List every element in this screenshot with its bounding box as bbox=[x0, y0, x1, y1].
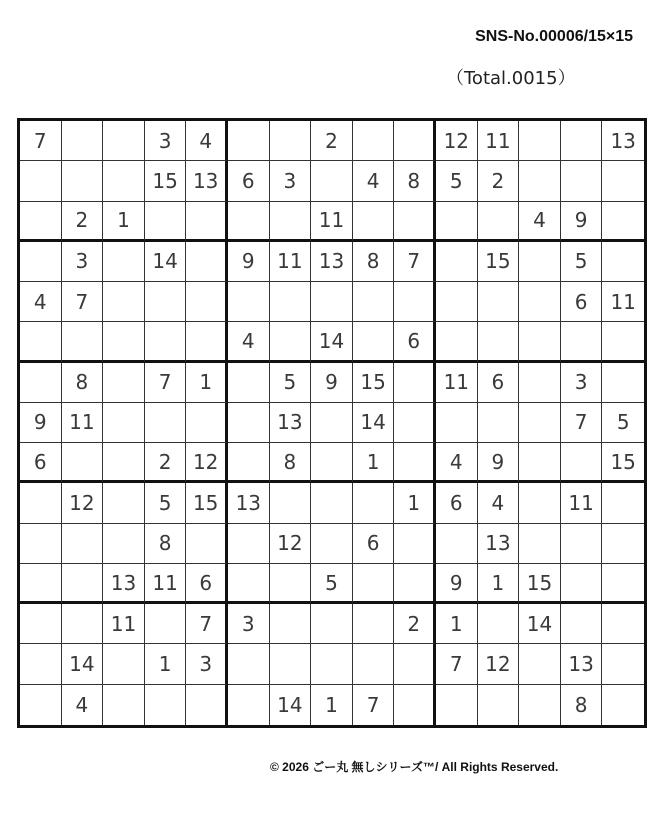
given-cell: 14 bbox=[519, 604, 561, 644]
empty-cell[interactable] bbox=[602, 161, 644, 201]
empty-cell[interactable] bbox=[311, 604, 353, 644]
empty-cell[interactable] bbox=[270, 322, 312, 362]
empty-cell[interactable] bbox=[394, 685, 436, 725]
empty-cell[interactable] bbox=[311, 443, 353, 483]
empty-cell[interactable] bbox=[353, 564, 395, 604]
empty-cell[interactable] bbox=[103, 685, 145, 725]
empty-cell[interactable] bbox=[228, 363, 270, 403]
given-cell: 12 bbox=[436, 121, 478, 161]
given-cell: 14 bbox=[311, 322, 353, 362]
given-cell: 5 bbox=[436, 161, 478, 201]
given-cell: 1 bbox=[478, 564, 520, 604]
given-cell: 6 bbox=[186, 564, 228, 604]
empty-cell[interactable] bbox=[478, 403, 520, 443]
empty-cell[interactable] bbox=[228, 403, 270, 443]
given-cell: 11 bbox=[62, 403, 104, 443]
empty-cell[interactable] bbox=[228, 685, 270, 725]
empty-cell[interactable] bbox=[353, 644, 395, 684]
given-cell: 15 bbox=[602, 443, 644, 483]
empty-cell[interactable] bbox=[62, 564, 104, 604]
empty-cell[interactable] bbox=[186, 202, 228, 242]
given-cell: 9 bbox=[478, 443, 520, 483]
given-cell: 6 bbox=[228, 161, 270, 201]
empty-cell[interactable] bbox=[394, 202, 436, 242]
empty-cell[interactable] bbox=[186, 685, 228, 725]
given-cell: 5 bbox=[561, 242, 603, 282]
empty-cell[interactable] bbox=[394, 524, 436, 564]
given-cell: 13 bbox=[478, 524, 520, 564]
empty-cell[interactable] bbox=[20, 363, 62, 403]
empty-cell[interactable] bbox=[311, 524, 353, 564]
given-cell: 2 bbox=[311, 121, 353, 161]
empty-cell[interactable] bbox=[602, 242, 644, 282]
empty-cell[interactable] bbox=[186, 403, 228, 443]
empty-cell[interactable] bbox=[20, 564, 62, 604]
empty-cell[interactable] bbox=[353, 322, 395, 362]
empty-cell[interactable] bbox=[20, 202, 62, 242]
empty-cell[interactable] bbox=[20, 161, 62, 201]
given-cell: 9 bbox=[561, 202, 603, 242]
given-cell: 4 bbox=[62, 685, 104, 725]
given-cell: 2 bbox=[394, 604, 436, 644]
empty-cell[interactable] bbox=[602, 524, 644, 564]
empty-cell[interactable] bbox=[519, 685, 561, 725]
empty-cell[interactable] bbox=[353, 282, 395, 322]
given-cell: 7 bbox=[353, 685, 395, 725]
given-cell: 4 bbox=[20, 282, 62, 322]
empty-cell[interactable] bbox=[353, 121, 395, 161]
empty-cell[interactable] bbox=[228, 121, 270, 161]
empty-cell[interactable] bbox=[478, 202, 520, 242]
empty-cell[interactable] bbox=[519, 363, 561, 403]
empty-cell[interactable] bbox=[103, 242, 145, 282]
given-cell: 8 bbox=[270, 443, 312, 483]
given-cell: 2 bbox=[62, 202, 104, 242]
puzzle-id-title: SNS-No.00006/15×15 bbox=[475, 28, 633, 45]
empty-cell[interactable] bbox=[561, 322, 603, 362]
given-cell: 3 bbox=[186, 644, 228, 684]
empty-cell[interactable] bbox=[311, 282, 353, 322]
empty-cell[interactable] bbox=[394, 564, 436, 604]
given-cell: 6 bbox=[20, 443, 62, 483]
empty-cell[interactable] bbox=[186, 282, 228, 322]
empty-cell[interactable] bbox=[20, 685, 62, 725]
empty-cell[interactable] bbox=[519, 282, 561, 322]
given-cell: 11 bbox=[103, 604, 145, 644]
empty-cell[interactable] bbox=[478, 322, 520, 362]
empty-cell[interactable] bbox=[353, 604, 395, 644]
empty-cell[interactable] bbox=[62, 604, 104, 644]
empty-cell[interactable] bbox=[20, 644, 62, 684]
empty-cell[interactable] bbox=[62, 161, 104, 201]
empty-cell[interactable] bbox=[20, 604, 62, 644]
given-cell: 8 bbox=[62, 363, 104, 403]
empty-cell[interactable] bbox=[394, 403, 436, 443]
given-cell: 11 bbox=[270, 242, 312, 282]
empty-cell[interactable] bbox=[519, 242, 561, 282]
empty-cell[interactable] bbox=[602, 685, 644, 725]
empty-cell[interactable] bbox=[228, 443, 270, 483]
given-cell: 11 bbox=[436, 363, 478, 403]
empty-cell[interactable] bbox=[145, 604, 187, 644]
given-cell: 4 bbox=[353, 161, 395, 201]
given-cell: 6 bbox=[561, 282, 603, 322]
empty-cell[interactable] bbox=[436, 524, 478, 564]
given-cell: 1 bbox=[311, 685, 353, 725]
given-cell: 3 bbox=[62, 242, 104, 282]
given-cell: 1 bbox=[394, 483, 436, 523]
given-cell: 4 bbox=[228, 322, 270, 362]
empty-cell[interactable] bbox=[270, 564, 312, 604]
empty-cell[interactable] bbox=[20, 322, 62, 362]
empty-cell[interactable] bbox=[519, 403, 561, 443]
empty-cell[interactable] bbox=[228, 564, 270, 604]
empty-cell[interactable] bbox=[561, 524, 603, 564]
empty-cell[interactable] bbox=[436, 202, 478, 242]
given-cell: 4 bbox=[478, 483, 520, 523]
given-cell: 6 bbox=[478, 363, 520, 403]
empty-cell[interactable] bbox=[145, 202, 187, 242]
empty-cell[interactable] bbox=[311, 644, 353, 684]
empty-cell[interactable] bbox=[602, 564, 644, 604]
empty-cell[interactable] bbox=[394, 282, 436, 322]
empty-cell[interactable] bbox=[311, 403, 353, 443]
given-cell: 5 bbox=[145, 483, 187, 523]
given-cell: 1 bbox=[145, 644, 187, 684]
given-cell: 8 bbox=[353, 242, 395, 282]
given-cell: 1 bbox=[436, 604, 478, 644]
given-cell: 11 bbox=[561, 483, 603, 523]
empty-cell[interactable] bbox=[602, 202, 644, 242]
empty-cell[interactable] bbox=[103, 644, 145, 684]
empty-cell[interactable] bbox=[20, 524, 62, 564]
empty-cell[interactable] bbox=[103, 483, 145, 523]
empty-cell[interactable] bbox=[602, 604, 644, 644]
empty-cell[interactable] bbox=[228, 202, 270, 242]
empty-cell[interactable] bbox=[394, 363, 436, 403]
empty-cell[interactable] bbox=[20, 242, 62, 282]
empty-cell[interactable] bbox=[519, 121, 561, 161]
empty-cell[interactable] bbox=[228, 524, 270, 564]
empty-cell[interactable] bbox=[228, 282, 270, 322]
empty-cell[interactable] bbox=[145, 282, 187, 322]
given-cell: 4 bbox=[519, 202, 561, 242]
given-cell: 11 bbox=[602, 282, 644, 322]
given-cell: 8 bbox=[561, 685, 603, 725]
empty-cell[interactable] bbox=[145, 322, 187, 362]
given-cell: 11 bbox=[311, 202, 353, 242]
empty-cell[interactable] bbox=[103, 161, 145, 201]
given-cell: 5 bbox=[602, 403, 644, 443]
given-cell: 7 bbox=[394, 242, 436, 282]
given-cell: 13 bbox=[602, 121, 644, 161]
empty-cell[interactable] bbox=[103, 443, 145, 483]
given-cell: 7 bbox=[20, 121, 62, 161]
empty-cell[interactable] bbox=[519, 524, 561, 564]
empty-cell[interactable] bbox=[270, 282, 312, 322]
empty-cell[interactable] bbox=[270, 644, 312, 684]
empty-cell[interactable] bbox=[103, 363, 145, 403]
empty-cell[interactable] bbox=[519, 322, 561, 362]
empty-cell[interactable] bbox=[394, 443, 436, 483]
given-cell: 3 bbox=[270, 161, 312, 201]
empty-cell[interactable] bbox=[103, 403, 145, 443]
empty-cell[interactable] bbox=[436, 282, 478, 322]
given-cell: 13 bbox=[103, 564, 145, 604]
empty-cell[interactable] bbox=[62, 121, 104, 161]
given-cell: 1 bbox=[353, 443, 395, 483]
empty-cell[interactable] bbox=[561, 121, 603, 161]
empty-cell[interactable] bbox=[145, 403, 187, 443]
empty-cell[interactable] bbox=[186, 242, 228, 282]
empty-cell[interactable] bbox=[62, 524, 104, 564]
empty-cell[interactable] bbox=[103, 282, 145, 322]
given-cell: 5 bbox=[270, 363, 312, 403]
empty-cell[interactable] bbox=[270, 121, 312, 161]
given-cell: 7 bbox=[561, 403, 603, 443]
given-cell: 14 bbox=[270, 685, 312, 725]
empty-cell[interactable] bbox=[270, 604, 312, 644]
puzzle-total-label: （Total.0015） bbox=[446, 68, 576, 89]
empty-cell[interactable] bbox=[561, 564, 603, 604]
given-cell: 3 bbox=[228, 604, 270, 644]
given-cell: 9 bbox=[311, 363, 353, 403]
empty-cell[interactable] bbox=[602, 322, 644, 362]
given-cell: 8 bbox=[394, 161, 436, 201]
empty-cell[interactable] bbox=[311, 483, 353, 523]
given-cell: 12 bbox=[186, 443, 228, 483]
given-cell: 14 bbox=[62, 644, 104, 684]
given-cell: 13 bbox=[270, 403, 312, 443]
given-cell: 7 bbox=[145, 363, 187, 403]
empty-cell[interactable] bbox=[353, 202, 395, 242]
empty-cell[interactable] bbox=[519, 161, 561, 201]
given-cell: 4 bbox=[186, 121, 228, 161]
empty-cell[interactable] bbox=[436, 242, 478, 282]
given-cell: 5 bbox=[311, 564, 353, 604]
given-cell: 3 bbox=[561, 363, 603, 403]
given-cell: 15 bbox=[353, 363, 395, 403]
given-cell: 15 bbox=[186, 483, 228, 523]
given-cell: 13 bbox=[228, 483, 270, 523]
empty-cell[interactable] bbox=[519, 443, 561, 483]
given-cell: 9 bbox=[436, 564, 478, 604]
given-cell: 6 bbox=[394, 322, 436, 362]
given-cell: 6 bbox=[353, 524, 395, 564]
given-cell: 7 bbox=[186, 604, 228, 644]
empty-cell[interactable] bbox=[436, 403, 478, 443]
given-cell: 13 bbox=[561, 644, 603, 684]
given-cell: 13 bbox=[311, 242, 353, 282]
empty-cell[interactable] bbox=[353, 483, 395, 523]
empty-cell[interactable] bbox=[478, 282, 520, 322]
empty-cell[interactable] bbox=[103, 322, 145, 362]
empty-cell[interactable] bbox=[436, 685, 478, 725]
given-cell: 12 bbox=[62, 483, 104, 523]
empty-cell[interactable] bbox=[602, 483, 644, 523]
empty-cell[interactable] bbox=[602, 363, 644, 403]
empty-cell[interactable] bbox=[186, 322, 228, 362]
given-cell: 7 bbox=[62, 282, 104, 322]
given-cell: 15 bbox=[145, 161, 187, 201]
empty-cell[interactable] bbox=[186, 524, 228, 564]
empty-cell[interactable] bbox=[561, 604, 603, 644]
empty-cell[interactable] bbox=[561, 443, 603, 483]
given-cell: 13 bbox=[186, 161, 228, 201]
given-cell: 9 bbox=[20, 403, 62, 443]
given-cell: 15 bbox=[478, 242, 520, 282]
empty-cell[interactable] bbox=[394, 121, 436, 161]
empty-cell[interactable] bbox=[145, 685, 187, 725]
given-cell: 15 bbox=[519, 564, 561, 604]
empty-cell[interactable] bbox=[561, 161, 603, 201]
empty-cell[interactable] bbox=[270, 483, 312, 523]
given-cell: 12 bbox=[478, 644, 520, 684]
given-cell: 6 bbox=[436, 483, 478, 523]
empty-cell[interactable] bbox=[602, 644, 644, 684]
given-cell: 9 bbox=[228, 242, 270, 282]
empty-cell[interactable] bbox=[436, 322, 478, 362]
given-cell: 8 bbox=[145, 524, 187, 564]
sudoku-grid bbox=[17, 118, 647, 728]
given-cell: 1 bbox=[186, 363, 228, 403]
given-cell: 12 bbox=[270, 524, 312, 564]
empty-cell[interactable] bbox=[62, 443, 104, 483]
empty-cell[interactable] bbox=[478, 685, 520, 725]
copyright-notice: © 2026 ごー丸 無しシリーズ™/ All Rights Reserved. bbox=[270, 760, 559, 774]
given-cell: 3 bbox=[145, 121, 187, 161]
empty-cell[interactable] bbox=[20, 483, 62, 523]
given-cell: 11 bbox=[478, 121, 520, 161]
empty-cell[interactable] bbox=[270, 202, 312, 242]
empty-cell[interactable] bbox=[478, 604, 520, 644]
empty-cell[interactable] bbox=[519, 644, 561, 684]
empty-cell[interactable] bbox=[394, 644, 436, 684]
empty-cell[interactable] bbox=[519, 483, 561, 523]
empty-cell[interactable] bbox=[103, 524, 145, 564]
given-cell: 2 bbox=[145, 443, 187, 483]
empty-cell[interactable] bbox=[103, 121, 145, 161]
empty-cell[interactable] bbox=[62, 322, 104, 362]
given-cell: 14 bbox=[353, 403, 395, 443]
given-cell: 1 bbox=[103, 202, 145, 242]
given-cell: 4 bbox=[436, 443, 478, 483]
empty-cell[interactable] bbox=[311, 161, 353, 201]
given-cell: 7 bbox=[436, 644, 478, 684]
empty-cell[interactable] bbox=[228, 644, 270, 684]
given-cell: 14 bbox=[145, 242, 187, 282]
given-cell: 2 bbox=[478, 161, 520, 201]
given-cell: 11 bbox=[145, 564, 187, 604]
